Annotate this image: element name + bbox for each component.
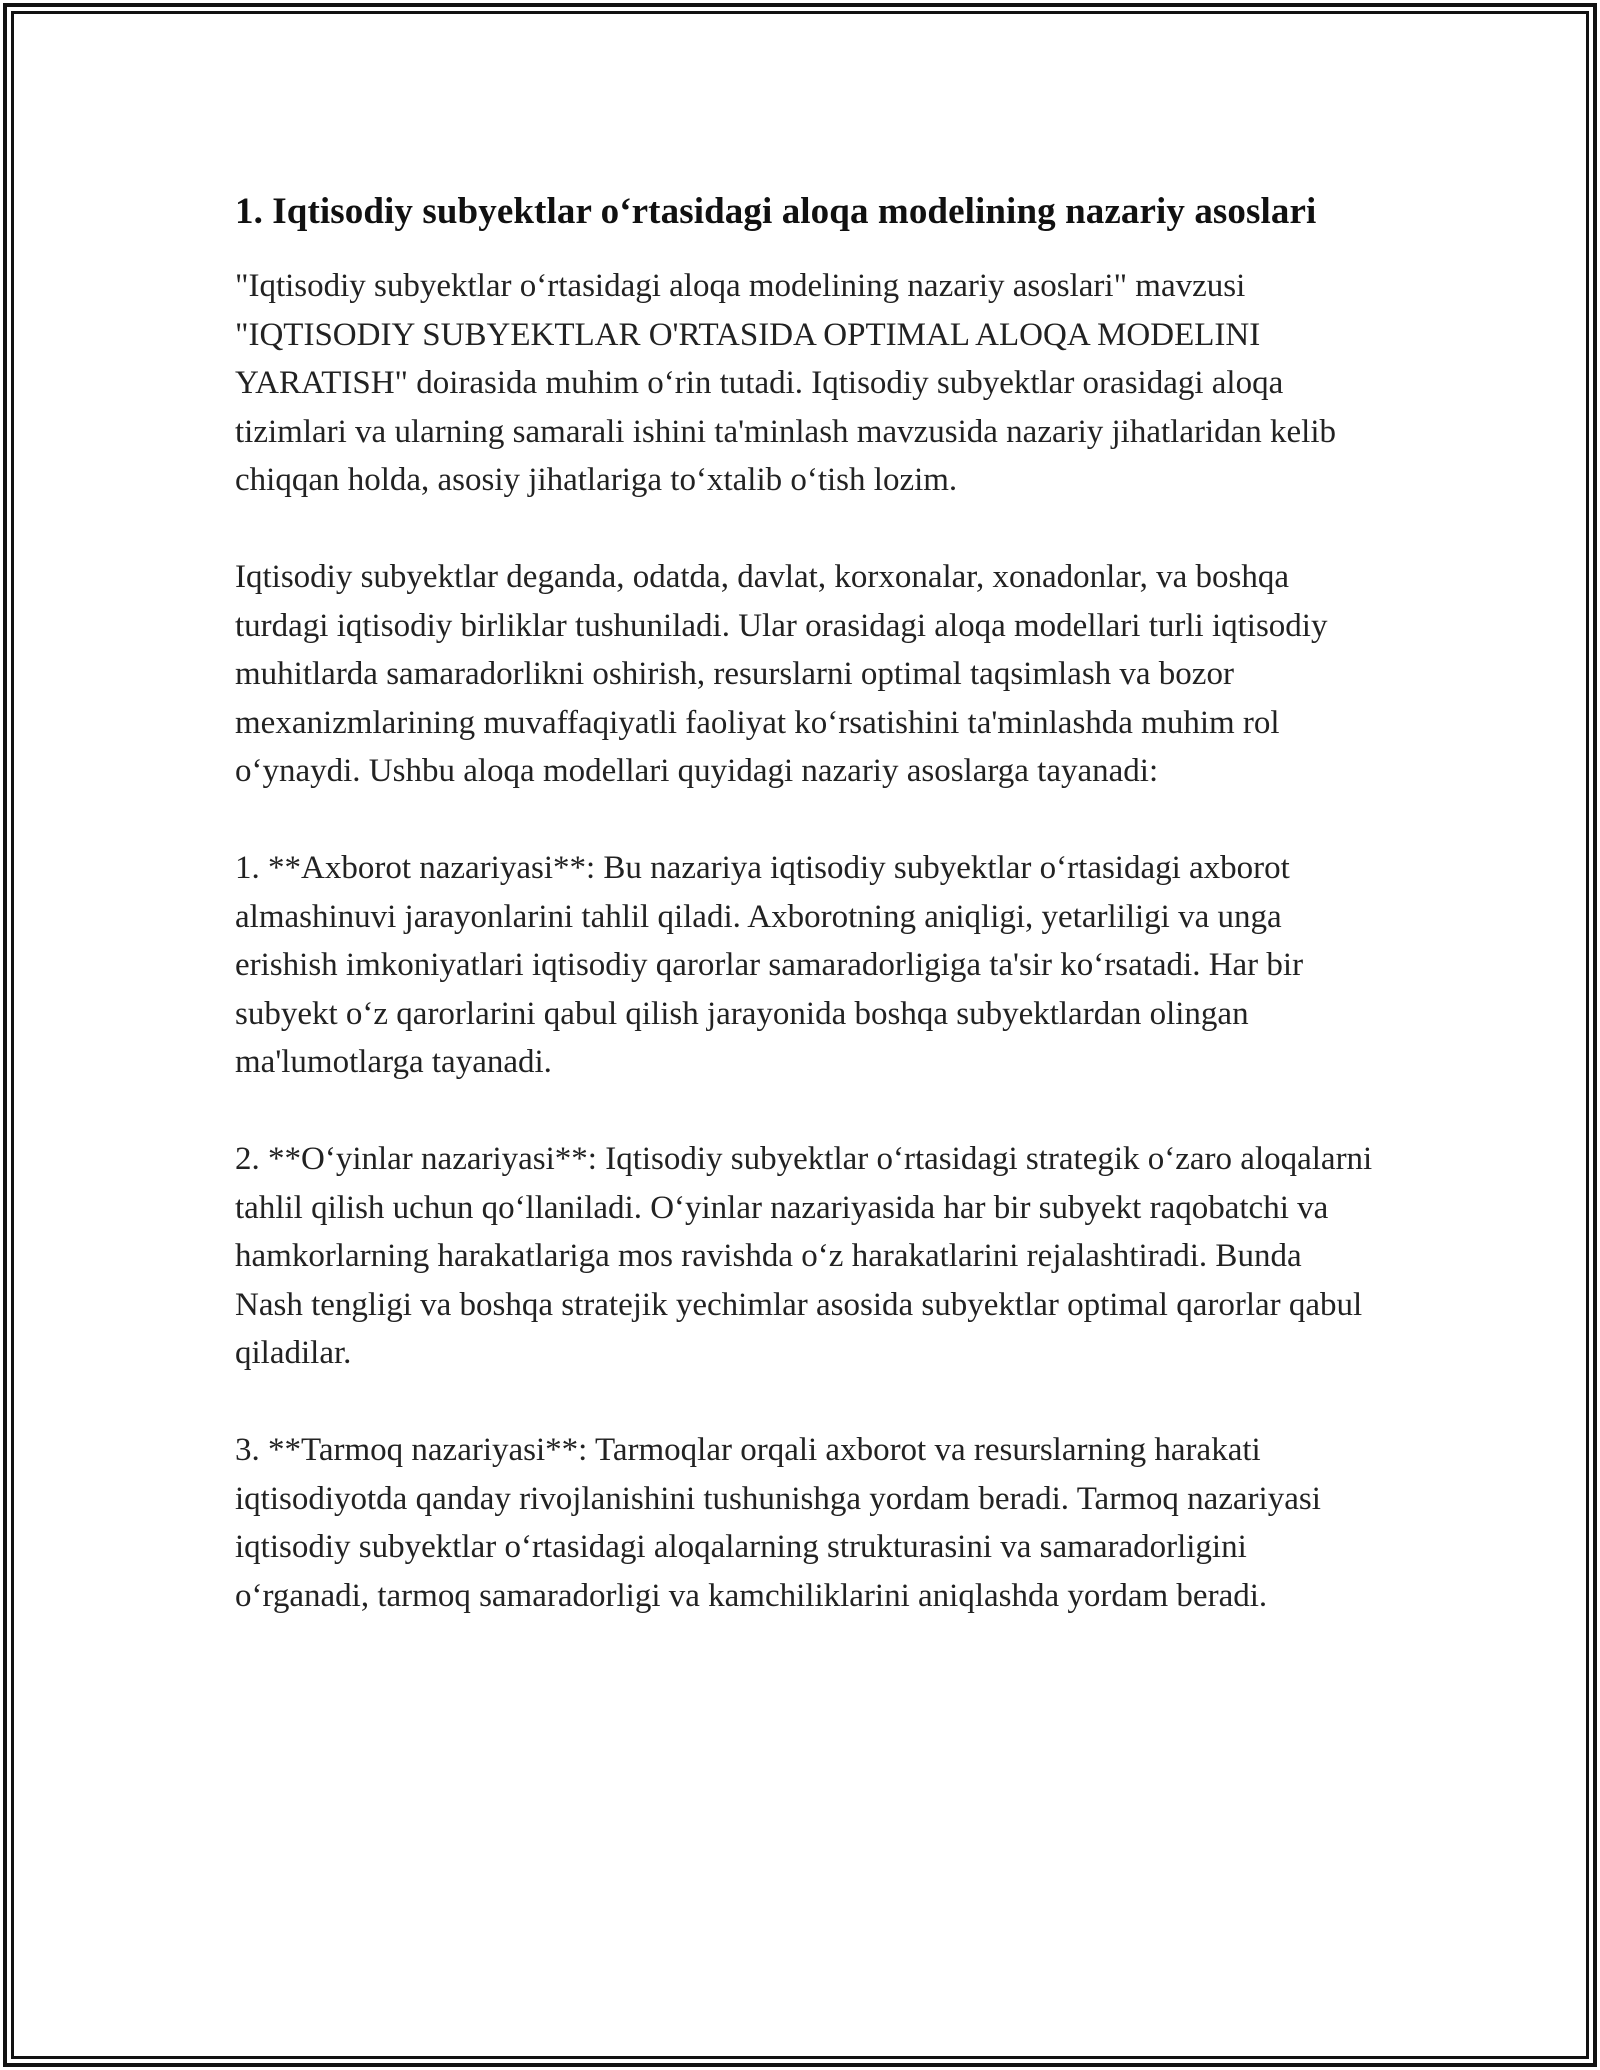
document-body xyxy=(235,184,1375,1620)
paragraph-subjects: Iqtisodiy subyektlar deganda, odatda, davlat, korxonalar, xonadonlar, va boshqa turdagi iqtisodiy birliklar tushuniladi. Ular orasidagi aloqa modellari turli iqtisodiy muhitlarda samaradorlikni oshirish, resurslarni optimal taqsimlash va bozor mexanizmlarining muvaffaqiyatli faoliyat ko‘rsatishini ta'minlashda muhim rol o‘ynaydi. Ushbu aloqa modellari quyidagi nazariy asoslarga tayanadi: xyxy=(235,559,1328,789)
paragraph-information-theory: 1. **Axborot nazariyasi**: Bu nazariya iqtisodiy subyektlar o‘rtasidagi axborot almashinuvi jarayonlarini tahlil qiladi. Axborotning aniqligi, yetarliligi va unga erishish imkoniyatlari iqtisodiy qarorlar samaradorligiga ta'sir ko‘rsatadi. Har bir subyekt o‘z qarorlarini qabul qilish jarayonida boshqa subyektlardan olingan ma'lumotlarga tayanadi. xyxy=(235,850,1304,1080)
paragraph-network-theory: 3. **Tarmoq nazariyasi**: Tarmoqlar orqali axborot va resurslarning harakati iqtisodiyotda qanday rivojlanishini tushunishga yordam beradi. Tarmoq nazariyasi iqtisodiy subyektlar o‘rtasidagi aloqalarning strukturasini va samaradorligini o‘rganadi, tarmoq samaradorligi va kamchiliklarini aniqlashda yordam beradi. xyxy=(235,1432,1321,1614)
paragraph-game-theory: 2. **O‘yinlar nazariyasi**: Iqtisodiy subyektlar o‘rtasidagi strategik o‘zaro aloqalarni tahlil qilish uchun qo‘llaniladi. O‘yinlar nazariyasida har bir subyekt raqobatchi va hamkorlarning harakatlariga mos ravishda o‘z harakatlarini rejalashtiradi. Bunda Nash tengligi va boshqa stratejik yechimlar asosida subyektlar optimal qarorlar qabul qiladilar. xyxy=(235,1141,1373,1371)
document-title: 1. Iqtisodiy subyektlar o‘rtasidagi aloqa modelining nazariy asoslari xyxy=(235,191,1317,232)
paragraph-intro: "Iqtisodiy subyektlar o‘rtasidagi aloqa modelining nazariy asoslari" mavzusi "IQTISODIY SUBYEKTLAR O'RTASIDA OPTIMAL ALOQA MODELINI YARATISH" doirasida muhim o‘rin tutadi. Iqtisodiy subyektlar orasidagi aloqa tizimlari va ularning samarali ishini ta'minlash mavzusida nazariy jihatlaridan kelib chiqqan holda, asosiy jihatlariga to‘xtalib o‘tish lozim. xyxy=(235,268,1337,498)
